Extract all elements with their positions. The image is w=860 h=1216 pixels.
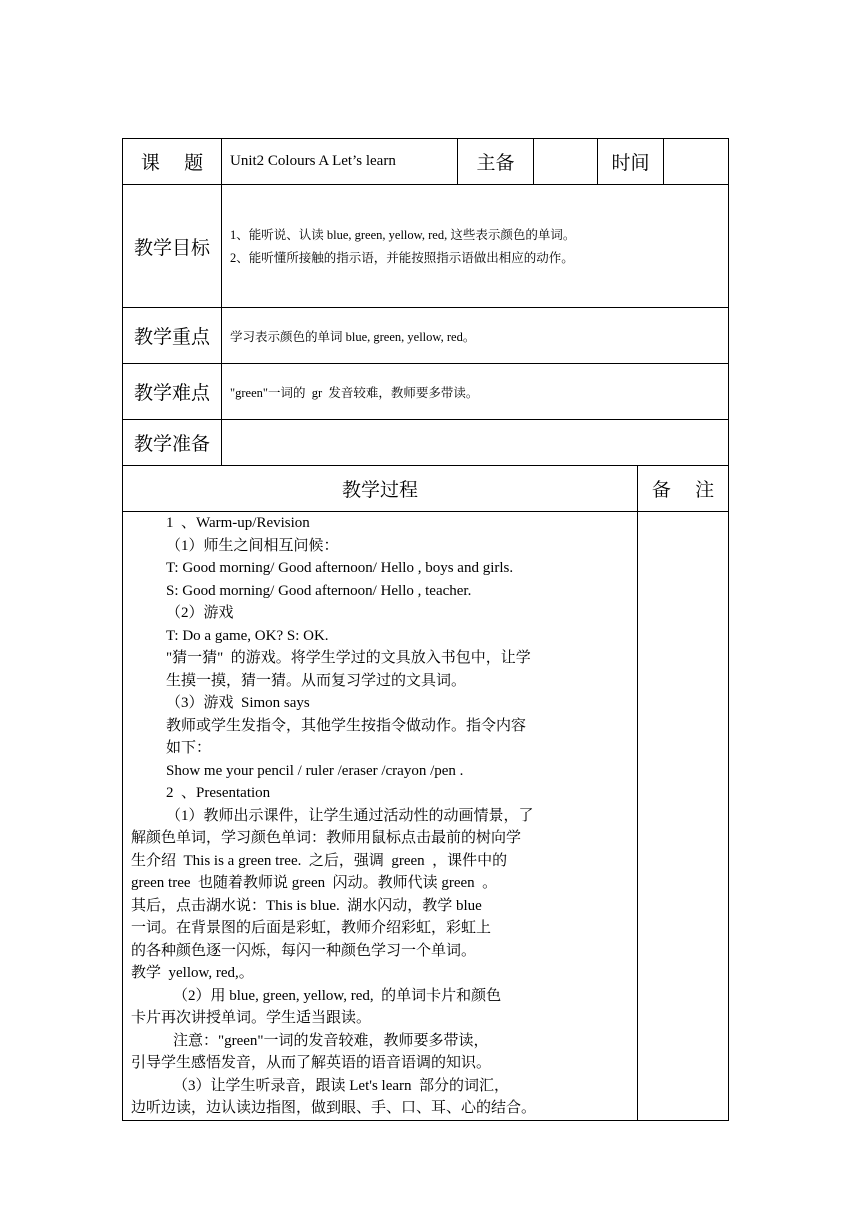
goal-line-2: 2、能听懂所接触的指示语，并能按照指示语做出相应的动作。 bbox=[230, 251, 574, 265]
notes-header: 备 注 bbox=[651, 479, 715, 501]
process-line: 引导学生感悟发音，从而了解英语的语音语调的知识。 bbox=[131, 1055, 492, 1071]
preparer-label: 主备 bbox=[476, 152, 515, 174]
time-label-cell bbox=[597, 138, 663, 185]
process-line: T: Good morning/ Good afternoon/ Hello , boys and girls. bbox=[166, 560, 514, 576]
topic-label-cell bbox=[122, 138, 221, 185]
process-line: 生介绍 This is a green tree. 之后，强调 green ，课件中的 bbox=[131, 852, 508, 869]
process-line: "猜一猜" 的游戏。将学生学过的文具放入书包中，让学 bbox=[166, 650, 531, 666]
process-line: 如下： bbox=[166, 740, 212, 756]
process-line: 2 、Presentation bbox=[166, 785, 271, 801]
process-header: 教学过程 bbox=[341, 479, 418, 501]
process-line: 注意："green"一词的发音较难，教师要多带读， bbox=[173, 1032, 489, 1049]
process-line: 的各种颜色逐一闪烁，每闪一种颜色学习一个单词。 bbox=[131, 942, 477, 959]
process-line: （2）用 blue, green, yellow, red, 的单词卡片和颜色 bbox=[173, 987, 502, 1004]
key-points-label-cell bbox=[122, 308, 221, 364]
process-body-cell bbox=[122, 512, 637, 1121]
process-line: （3）游戏 Simon says bbox=[166, 695, 310, 711]
process-line: green tree 也随着教师说 green 闪动。教师代读 green 。 bbox=[131, 875, 498, 891]
process-line: S: Good morning/ Good afternoon/ Hello , teacher. bbox=[166, 582, 472, 599]
topic-value-cell bbox=[221, 138, 457, 185]
process-line: 解颜色单词，学习颜色单词：教师用鼠标点击最前的树向学 bbox=[131, 830, 522, 846]
process-line: 边听边读，边认读边指图，做到眼、手、口、耳、心的结合。 bbox=[131, 1100, 537, 1116]
goals-label: 教学目标 bbox=[133, 236, 210, 259]
difficulties-label: 教学难点 bbox=[133, 382, 210, 404]
process-line: T: Do a game, OK? S: OK. bbox=[166, 627, 329, 644]
key-points-text: 学习表示颜色的单词 blue, green, yellow, red。 bbox=[230, 329, 476, 344]
process-line: 生摸一摸，猜一猜。从而复习学过的文具词。 bbox=[166, 672, 467, 689]
process-line: 1 、Warm-up/Revision bbox=[166, 515, 310, 531]
key-points-content-cell bbox=[221, 308, 729, 364]
process-line: 其后，点击湖水说：This is blue. 湖水闪动，教学 blue bbox=[131, 897, 482, 914]
process-header-cell bbox=[122, 466, 637, 512]
preparer-label-cell bbox=[457, 138, 533, 185]
process-line: 一词。在背景图的后面是彩虹，教师介绍彩虹，彩虹上 bbox=[131, 920, 492, 936]
notes-header-cell bbox=[637, 466, 729, 512]
preparation-label-cell bbox=[122, 420, 221, 466]
key-points-label: 教学重点 bbox=[133, 326, 210, 348]
goals-content-cell bbox=[221, 185, 729, 308]
topic-value: Unit2 Colours A Let’s learn bbox=[230, 153, 396, 169]
topic-label: 课 题 bbox=[140, 152, 204, 174]
preparation-content-cell bbox=[221, 420, 729, 466]
difficulties-text: "green"一词的 gr 发音较难，教师要多带读。 bbox=[230, 385, 479, 400]
preparation-label: 教学准备 bbox=[133, 433, 210, 455]
process-line: （1）教师出示课件，让学生通过活动性的动画情景，了 bbox=[166, 807, 534, 824]
process-line: （1）师生之间相互问候： bbox=[166, 537, 339, 554]
notes-body-cell bbox=[637, 512, 729, 1121]
process-line: 教师或学生发指令，其他学生按指令做动作。指令内容 bbox=[166, 717, 527, 734]
process-line: （3）让学生听录音，跟读 Let's learn 部分的词汇， bbox=[173, 1077, 510, 1094]
difficulties-content-cell bbox=[221, 364, 729, 420]
time-value-cell bbox=[663, 138, 729, 185]
process-line: Show me your pencil / ruler /eraser /crayon /pen . bbox=[166, 762, 464, 779]
goal-line-1: 1、能听说、认读 blue, green, yellow, red, 这些表示颜色的单词。 bbox=[230, 228, 576, 242]
difficulties-label-cell bbox=[122, 364, 221, 420]
process-line: 教学 yellow, red,。 bbox=[131, 965, 254, 981]
process-line: （2）游戏 bbox=[166, 605, 234, 621]
goals-label-cell bbox=[122, 185, 221, 308]
preparer-value-cell bbox=[533, 138, 597, 185]
time-label: 时间 bbox=[611, 152, 650, 174]
process-line: 卡片再次讲授单词。学生适当跟读。 bbox=[131, 1010, 372, 1026]
